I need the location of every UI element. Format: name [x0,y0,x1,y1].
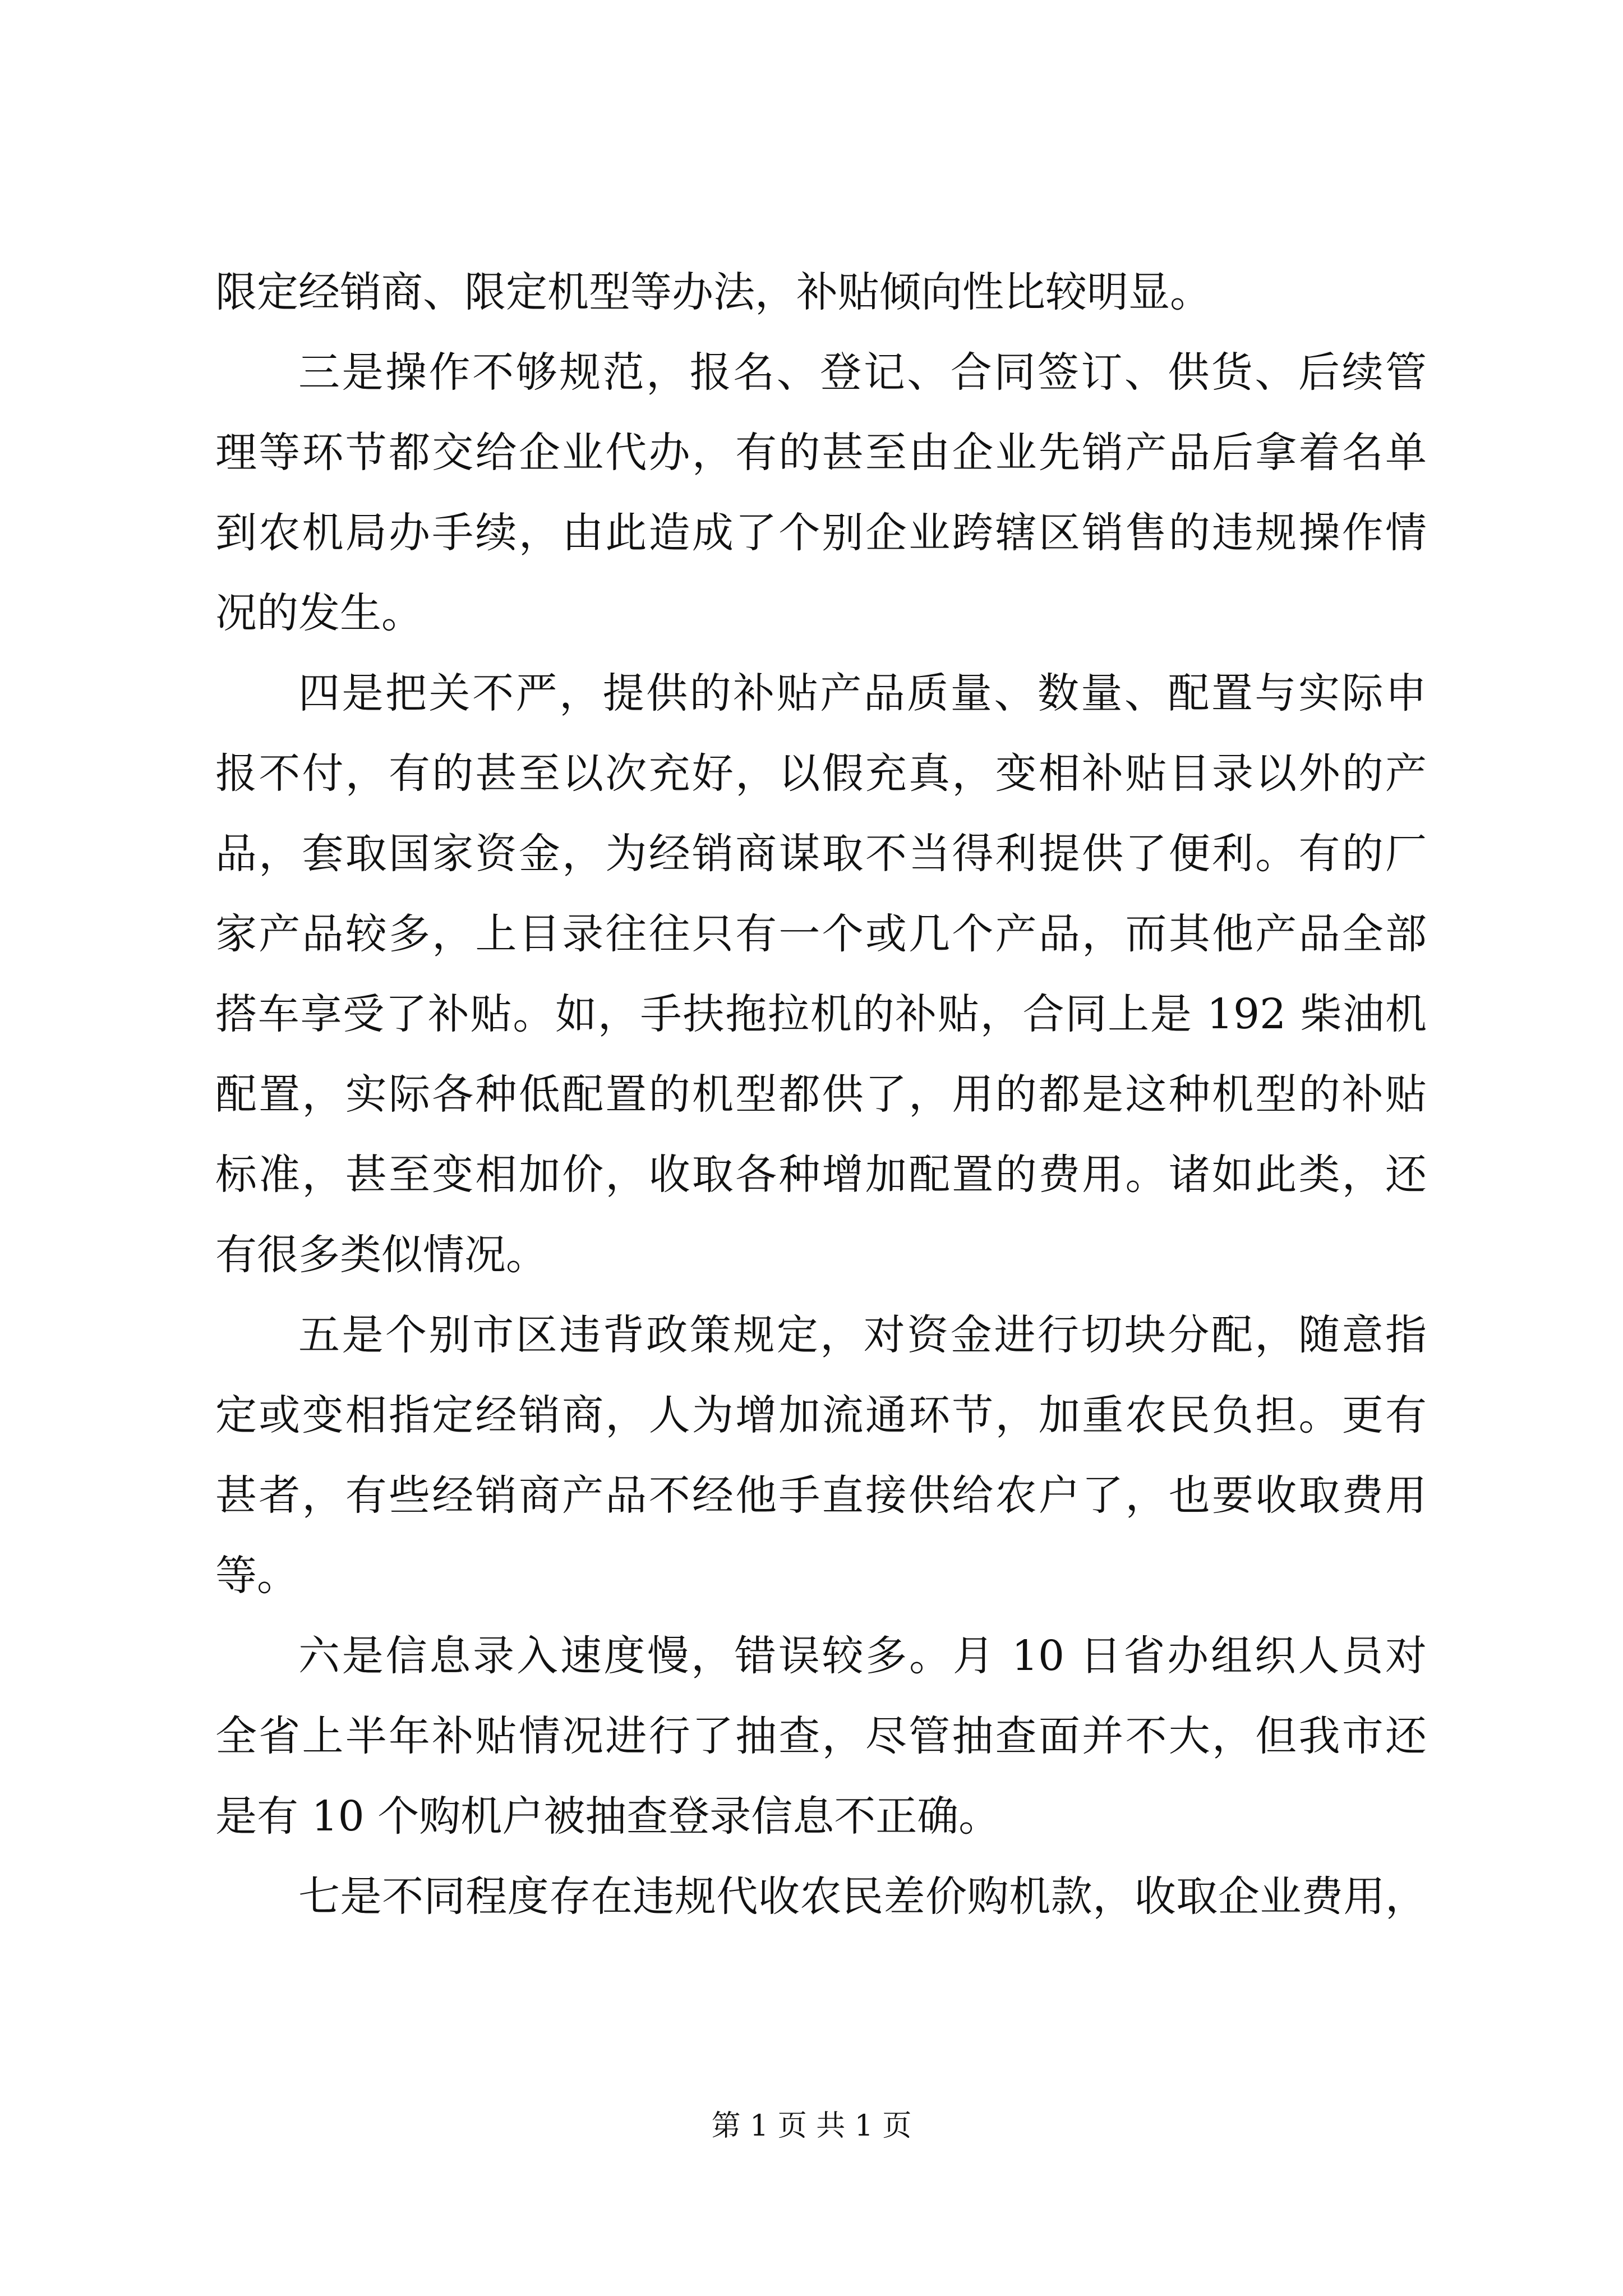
text-line: 品，套取国家资金，为经销商谋取不当得利提供了便利。有的厂 [215,830,1427,878]
text-line: 定或变相指定经销商，人为增加流通环节，加重农民负担。更有 [215,1391,1427,1439]
text-line: 况的发生。 [215,589,423,637]
paragraph-first-line: 三是操作不够规范，报名、登记、合同签订、供货、后续管 [298,348,1427,397]
text-line: 等。 [215,1552,298,1600]
text-line: 理等环节都交给企业代办，有的甚至由企业先销产品后拿着名单 [215,429,1427,477]
text-line: 配置，实际各种低配置的机型都供了，用的都是这种机型的补贴 [215,1070,1427,1119]
text-line: 有很多类似情况。 [215,1231,547,1279]
paragraph-first-line: 七是不同程度存在违规代收农民差价购机款，收取企业费用， [298,1872,1427,1921]
text-line: 家产品较多，上目录往往只有一个或几个产品，而其他产品全部 [215,910,1427,958]
paragraph-first-line: 四是把关不严，提供的补贴产品质量、数量、配置与实际申 [298,669,1427,717]
text-line: 搭车享受了补贴。如，手扶拖拉机的补贴，合同上是 192 柴油机 [215,990,1427,1038]
text-line: 标准，甚至变相加价，收取各种增加配置的费用。诸如此类，还 [215,1151,1427,1199]
paragraph-first-line: 六是信息录入速度慢，错误较多。月 10 日省办组织人员对 [298,1632,1427,1680]
text-line: 全省上半年补贴情况进行了抽查，尽管抽查面并不大，但我市还 [215,1712,1427,1760]
text-line: 是有 10 个购机户被抽查登录信息不正确。 [215,1792,1000,1841]
text-line: 限定经销商、限定机型等办法，补贴倾向性比较明显。 [215,268,1211,316]
text-line: 到农机局办手续，由此造成了个别企业跨辖区销售的违规操作情 [215,509,1427,557]
page-footer: 第 1 页 共 1 页 [711,2109,912,2143]
text-line: 甚者，有些经销商产品不经他手直接供给农户了，也要收取费用 [215,1471,1427,1520]
paragraph-first-line: 五是个别市区违背政策规定，对资金进行切块分配，随意指 [298,1311,1427,1359]
text-line: 报不付，有的甚至以次充好，以假充真，变相补贴目录以外的产 [215,749,1427,798]
body-text [215,252,1427,1937]
